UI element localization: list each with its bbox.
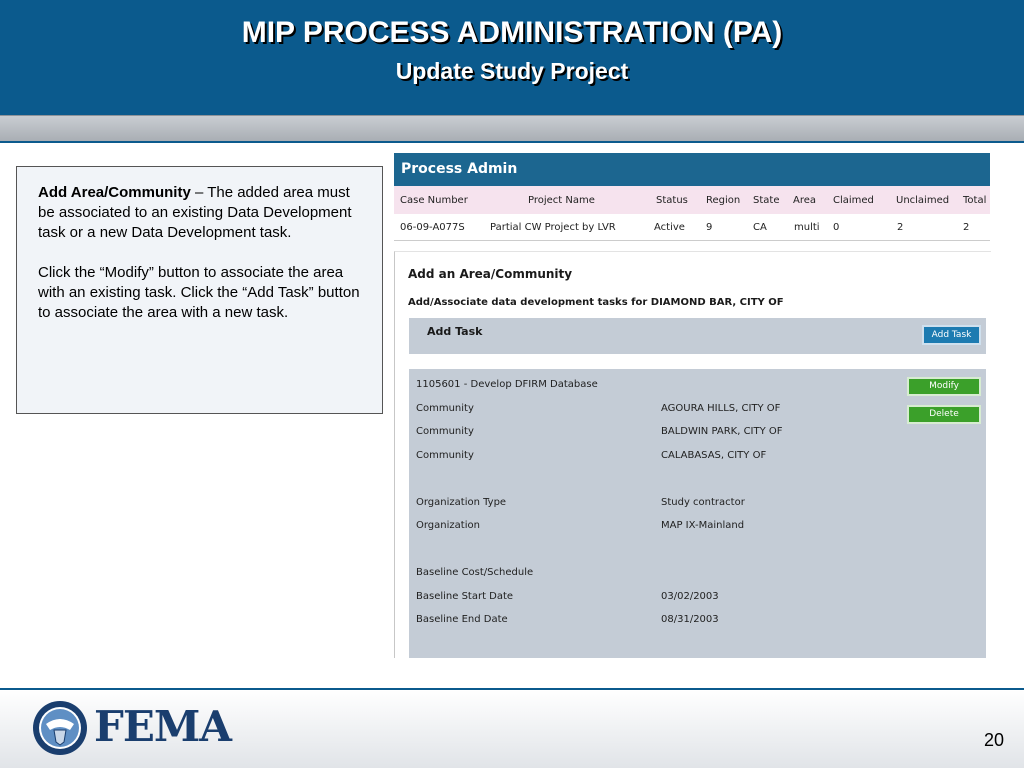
column-header: Unclaimed [887,186,957,214]
slide-title: MIP PROCESS ADMINISTRATION (PA) [241,16,783,49]
add-area-subtitle: Add/Associate data development tasks for DIAMOND BAR, CITY OF [408,297,784,308]
detail-label: Community [416,403,474,414]
detail-row [416,591,976,607]
table-header-row [394,186,990,214]
add-task-button[interactable]: Add Task [922,325,981,345]
add-task-label: Add Task [427,325,483,338]
detail-label: Baseline Cost/Schedule [416,567,534,578]
detail-value: BALDWIN PARK, CITY OF [661,426,783,437]
task-details-box [409,369,986,658]
callout-paragraph-2: Click the “Modify” button to associate the area with an existing task. Click the “Add Task” button to associate the area with a new task. [38,264,360,321]
detail-row [416,567,976,583]
cell-status: Active [648,214,700,241]
task-name-row [416,379,976,395]
detail-value: AGOURA HILLS, CITY OF [661,403,781,414]
column-header: Project Name [484,186,648,214]
slide-header [0,0,1024,115]
detail-row [416,497,976,513]
header-band [0,115,1024,143]
detail-value: 03/02/2003 [661,591,719,602]
column-header: State [747,186,788,214]
detail-value: MAP IX-Mainland [661,520,745,531]
detail-row [416,426,976,442]
detail-row [416,403,976,419]
cell-area: multi [788,214,827,241]
callout-lead: Add Area/Community [38,184,191,201]
callout-paragraph-1 [38,183,362,243]
column-header: Status [648,186,700,214]
cell-project-name[interactable]: Partial CW Project by LVR [484,214,648,241]
instruction-callout [16,166,383,414]
detail-value: CALABASAS, CITY OF [661,450,767,461]
table-row[interactable] [394,214,990,241]
column-header: Claimed [827,186,887,214]
column-header: Area [788,186,827,214]
modify-button[interactable]: Modify [907,377,981,396]
add-area-title: Add an Area/Community [408,267,573,281]
cell-region: 9 [700,214,747,241]
detail-row [416,614,976,630]
cell-unclaimed: 2 [887,214,957,241]
detail-row [416,520,976,536]
detail-label: Baseline End Date [416,614,508,625]
page-number: 20 [983,730,1004,750]
dhs-seal-icon [32,700,88,756]
add-area-panel [394,251,991,658]
callout-text-1: – The added area must be associated to an existing Data Development task or a new Data Development task. [38,184,352,241]
detail-label: Baseline Start Date [416,591,514,602]
add-task-bar [409,318,986,354]
process-admin-table [394,186,990,241]
column-header: Total [957,186,990,214]
task-name: 1105601 - Develop DFIRM Database [416,379,598,390]
cell-total: 2 [957,214,990,241]
detail-label: Community [416,426,474,437]
column-header: Case Number [394,186,484,214]
slide-subtitle: Update Study Project [395,58,629,84]
detail-label: Organization Type [416,497,507,508]
process-admin-title: Process Admin [394,153,990,186]
detail-label: Organization [416,520,480,531]
cell-state: CA [747,214,788,241]
column-header: Region [700,186,747,214]
detail-value: Study contractor [661,497,745,508]
cell-claimed: 0 [827,214,887,241]
process-admin-panel [394,153,990,241]
detail-row [416,450,976,466]
detail-label: Community [416,450,474,461]
cell-case-number[interactable]: 06-09-A077S [394,214,484,241]
fema-logo: FEMA [94,702,231,751]
detail-value: 08/31/2003 [661,614,719,625]
delete-button[interactable]: Delete [907,405,981,424]
